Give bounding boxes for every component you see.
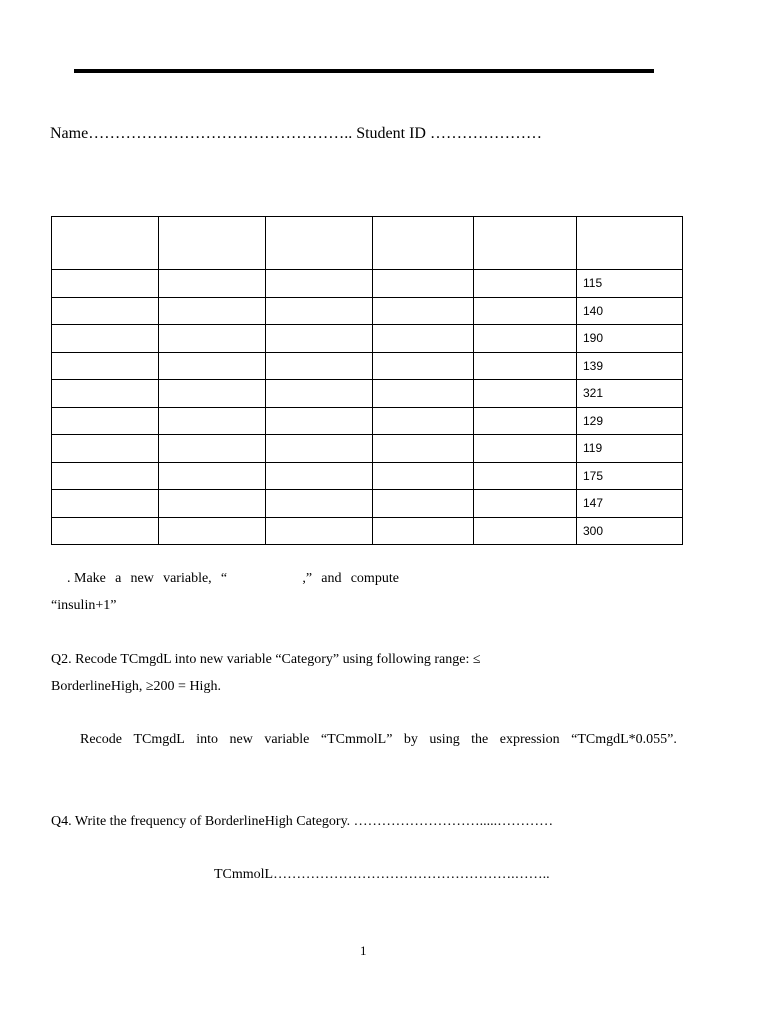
table-cell	[159, 325, 266, 353]
table-row	[52, 490, 683, 518]
table-row	[52, 352, 683, 380]
table-cell	[266, 435, 373, 463]
table-cell	[159, 517, 266, 545]
q3-word: TCmgdL	[133, 732, 185, 747]
q3-word: the	[471, 732, 489, 747]
table-cell	[159, 380, 266, 408]
q3-word: “TCmmolL”	[320, 732, 393, 747]
table-cell	[159, 462, 266, 490]
table-cell	[266, 325, 373, 353]
table-cell	[266, 352, 373, 380]
table-row	[52, 325, 683, 353]
table-row	[52, 407, 683, 435]
q3-word: Recode	[80, 732, 122, 747]
table-cell	[474, 517, 577, 545]
top-rule	[74, 69, 654, 73]
table-cell	[266, 517, 373, 545]
table-cell	[159, 297, 266, 325]
table-value-cell: 147	[577, 490, 683, 518]
q3-word: using	[429, 732, 460, 747]
table-cell	[52, 490, 159, 518]
q3-word: expression	[499, 732, 560, 747]
table-header-cell	[266, 217, 373, 270]
question-2-line-1: Q2. Recode TCmgdL into new variable “Category” using following range: ≤	[51, 652, 481, 667]
table-cell	[266, 462, 373, 490]
table-cell	[159, 435, 266, 463]
table-cell	[474, 380, 577, 408]
table-cell	[474, 352, 577, 380]
table-cell	[266, 490, 373, 518]
q1-word: and	[321, 571, 342, 586]
q1-word: . Make	[67, 571, 106, 586]
table-cell	[373, 462, 474, 490]
table-cell	[373, 380, 474, 408]
q1-close-quote: ,”	[302, 571, 313, 586]
table-cell	[373, 297, 474, 325]
question-5: TCmmolL…………………………………………….……..	[214, 867, 550, 882]
table-header-cell	[52, 217, 159, 270]
q1-word: variable,	[163, 571, 212, 586]
table-cell	[373, 517, 474, 545]
table-header-cell	[373, 217, 474, 270]
table-value-cell: 119	[577, 435, 683, 463]
q1-word: new	[130, 571, 154, 586]
table-cell	[266, 297, 373, 325]
question-1-line-1	[67, 571, 399, 587]
table-cell	[159, 490, 266, 518]
table-cell	[159, 352, 266, 380]
table-header-row	[52, 217, 683, 270]
table-value-cell: 139	[577, 352, 683, 380]
name-student-id-line: Name………………………………………….. Student ID …………………	[50, 125, 542, 142]
q1-word: compute	[350, 571, 399, 586]
table-cell	[373, 490, 474, 518]
table-row	[52, 380, 683, 408]
table-cell	[52, 435, 159, 463]
table-cell	[52, 325, 159, 353]
table-cell	[474, 490, 577, 518]
table-value-cell: 300	[577, 517, 683, 545]
q3-word: into	[196, 732, 219, 747]
table-value-cell: 190	[577, 325, 683, 353]
table-cell	[474, 435, 577, 463]
q3-word: variable	[264, 732, 310, 747]
q1-word: a	[115, 571, 122, 586]
table-cell	[159, 270, 266, 298]
table-header-cell	[577, 217, 683, 270]
question-1-line-2: “insulin+1”	[51, 598, 117, 613]
table-row	[52, 462, 683, 490]
q3-word: by	[403, 732, 418, 747]
q3-word: new	[229, 732, 253, 747]
question-3	[80, 732, 677, 748]
table-cell	[373, 352, 474, 380]
table-cell	[474, 462, 577, 490]
table-cell	[52, 407, 159, 435]
q1-open-quote: “	[220, 571, 228, 586]
table-row	[52, 297, 683, 325]
table-cell	[474, 297, 577, 325]
table-cell	[266, 270, 373, 298]
data-table	[51, 216, 683, 545]
table-body	[52, 217, 683, 545]
table-cell	[474, 325, 577, 353]
table-value-cell: 175	[577, 462, 683, 490]
table-header-cell	[159, 217, 266, 270]
table-cell	[474, 270, 577, 298]
table-cell	[373, 435, 474, 463]
table-row	[52, 270, 683, 298]
table-cell	[52, 462, 159, 490]
table-value-cell: 129	[577, 407, 683, 435]
table-header-cell	[474, 217, 577, 270]
table-cell	[159, 407, 266, 435]
table-cell	[52, 352, 159, 380]
q3-word: “TCmgdL*0.055”.	[571, 732, 677, 747]
question-4: Q4. Write the frequency of BorderlineHigh Category. ……………………….....…………	[51, 814, 554, 829]
table-cell	[373, 325, 474, 353]
question-2-line-2: BorderlineHigh, ≥200 = High.	[51, 679, 221, 694]
table-cell	[266, 407, 373, 435]
table-cell	[52, 380, 159, 408]
table-cell	[52, 297, 159, 325]
table-value-cell: 115	[577, 270, 683, 298]
table-cell	[373, 407, 474, 435]
table-cell	[52, 270, 159, 298]
table-cell	[52, 517, 159, 545]
table-value-cell: 140	[577, 297, 683, 325]
table-value-cell: 321	[577, 380, 683, 408]
table-cell	[266, 380, 373, 408]
page-number: 1	[360, 943, 367, 958]
table-cell	[373, 270, 474, 298]
table-row	[52, 435, 683, 463]
table-cell	[474, 407, 577, 435]
table-row	[52, 517, 683, 545]
